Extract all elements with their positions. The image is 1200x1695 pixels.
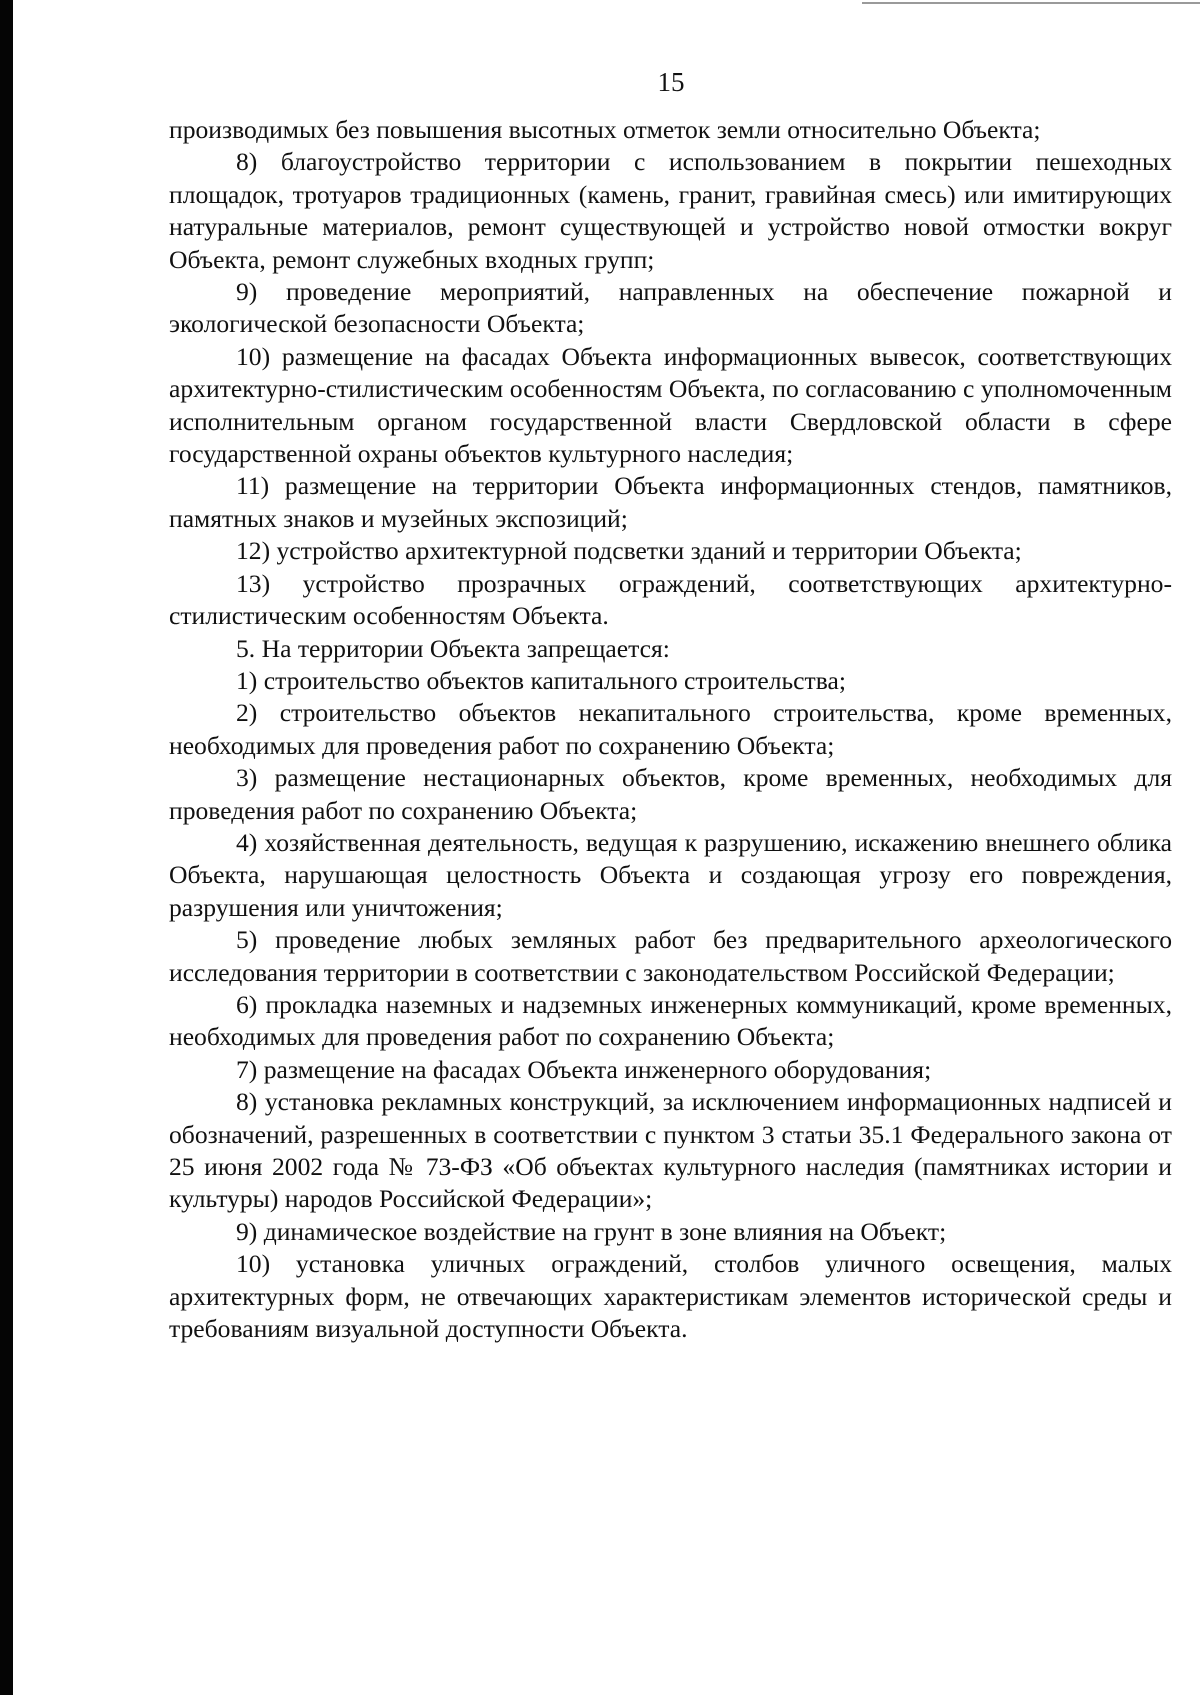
prohibition-item-5: 5) проведение любых земляных работ без предварительного археологического исследования территории в соответствии с законодательством Российской Федерации; [169, 925, 1172, 987]
prohibition-item-4: 4) хозяйственная деятельность, ведущая к разрушению, искажению внешнего облика Объекта, нарушающая целостность Объекта и создающая угрозу его повреждения, разрушения или уничтожения; [169, 827, 1172, 922]
prohibition-item-2: 2) строительство объектов некапитального строительства, кроме временных, необходимых для проведения работ по сохранению Объекта; [169, 698, 1172, 760]
list-item-9: 9) проведение мероприятий, направленных на обеспечение пожарной и экологической безопасности Объекта; [169, 277, 1172, 339]
prohibition-item-10: 10) установка уличных ограждений, столбов уличного освещения, малых архитектурных форм, не отвечающих характеристикам элементов исторической среды и требованиям визуальной доступности Объекта. [169, 1249, 1172, 1344]
document-body [169, 114, 1172, 1345]
list-item-12: 12) устройство архитектурной подсветки зданий и территории Объекта; [236, 536, 1022, 566]
list-item-13: 13) устройство прозрачных ограждений, соответствующих архитектурно-стилистическим особенностям Объекта. [169, 568, 1172, 631]
prohibition-item-1: 1) строительство объектов капитального строительства; [236, 665, 846, 695]
list-item-10: 10) размещение на фасадах Объекта информационных вывесок, соответствующих архитектурно-стилистическим особенностям Объекта, по согласованию с уполномоченным исполнительным органом государственной власти Свердловской области в сфере государственной охраны объектов культурного наследия; [169, 341, 1172, 469]
prohibition-item-3: 3) размещение нестационарных объектов, кроме временных, необходимых для проведения работ по сохранению Объекта; [169, 763, 1172, 825]
prohibition-item-6: 6) прокладка наземных и надземных инженерных коммуникаций, кроме временных, необходимых для проведения работ по сохранению Объекта; [169, 989, 1172, 1052]
prohibition-item-8: 8) установка рекламных конструкций, за исключением информационных надписей и обозначений, разрешенных в соответствии с пунктом 3 статьи 35.1 Федерального закона от 25 июня 2002 года № 73-ФЗ «Об объектах культурного наследия (памятниках истории и культуры) народов Российской Федерации»; [169, 1087, 1172, 1214]
scan-border [0, 0, 13, 1695]
section-heading-5: 5. На территории Объекта запрещается: [236, 633, 670, 663]
paragraph-continuation: производимых без повышения высотных отметок земли относительно Объекта; [169, 115, 1041, 144]
prohibition-item-7: 7) размещение на фасадах Объекта инженерного оборудования; [236, 1054, 932, 1084]
list-item-11: 11) размещение на территории Объекта информационных стендов, памятников, памятных знаков и музейных экспозиций; [169, 471, 1172, 533]
list-item-8: 8) благоустройство территории с использованием в покрытии пешеходных площадок, тротуаров традиционных (камень, гранит, гравийная смесь) или имитирующих натуральные материалов, ремонт существующей и устройство новой отмостки вокруг Объекта, ремонт служебных входных групп; [169, 147, 1172, 274]
page-number: 15 [657, 67, 685, 97]
top-rule [862, 2, 1200, 4]
prohibition-item-9: 9) динамическое воздействие на грунт в зоне влияния на Объект; [236, 1216, 947, 1246]
